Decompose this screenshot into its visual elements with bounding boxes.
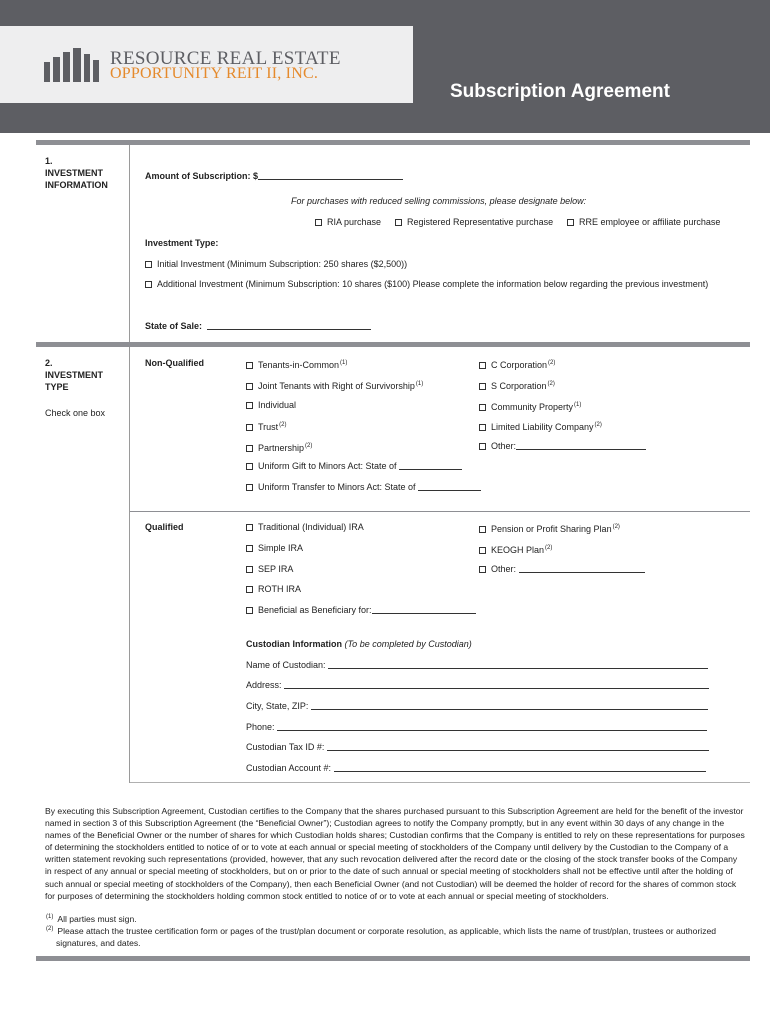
sep-ira-option[interactable]	[246, 564, 293, 575]
partnership-option[interactable]	[246, 441, 312, 454]
joint-tenants-option[interactable]	[246, 379, 423, 392]
option-label: C Corporation	[491, 360, 548, 370]
checkbox[interactable]	[479, 424, 486, 431]
checkbox[interactable]	[246, 586, 253, 593]
footnote-marker: (1)	[574, 402, 582, 408]
option-label: RRE employee or affiliate purchase	[579, 217, 721, 227]
section-number: 2.	[45, 358, 53, 368]
option-label: Joint Tenants with Right of Survivorship	[258, 381, 415, 391]
checkbox[interactable]	[479, 443, 486, 450]
footnote-marker: (2)	[548, 360, 556, 366]
custodian-name-row	[246, 660, 708, 671]
checkbox[interactable]	[246, 424, 253, 431]
llc-option[interactable]	[479, 420, 602, 433]
other-nonqualified-option[interactable]	[479, 441, 646, 452]
footnote-marker: (2)	[46, 926, 54, 932]
pension-plan-option[interactable]	[479, 522, 620, 535]
amount-field[interactable]	[258, 171, 403, 180]
option-label: SEP IRA	[258, 564, 294, 574]
community-property-option[interactable]	[479, 400, 581, 413]
option-label: S Corporation	[491, 381, 547, 391]
utma-option[interactable]	[246, 482, 481, 493]
checkbox[interactable]	[246, 463, 253, 470]
additional-investment-option[interactable]	[145, 279, 708, 290]
ugma-option[interactable]	[246, 461, 462, 472]
roth-ira-option[interactable]	[246, 584, 301, 595]
state-of-sale	[145, 321, 371, 332]
checkbox[interactable]	[567, 219, 574, 226]
check-one-instruction: Check one box	[45, 408, 106, 418]
option-label: Initial Investment (Minimum Subscription: 250 shares ($2,500))	[157, 259, 408, 269]
option-label: RIA purchase	[327, 217, 382, 227]
state-of-sale-label: State of Sale:	[145, 321, 203, 331]
keogh-plan-option[interactable]	[479, 543, 552, 556]
amount-label: Amount of Subscription: $	[145, 171, 258, 181]
checkbox[interactable]	[246, 566, 253, 573]
c-corporation-option[interactable]	[479, 358, 555, 371]
logo-text-line2: OPPORTUNITY REIT II, INC.	[110, 65, 319, 82]
option-label: Registered Representative purchase	[407, 217, 554, 227]
section2-heading	[45, 357, 103, 393]
non-qualified-label: Non-Qualified	[145, 358, 204, 368]
footnote-marker: (2)	[594, 422, 602, 428]
option-label: Simple IRA	[258, 543, 304, 553]
state-of-sale-field[interactable]	[207, 321, 371, 330]
subsection-divider	[130, 511, 750, 512]
checkbox[interactable]	[395, 219, 402, 226]
field-label: Custodian Account #:	[246, 763, 332, 773]
checkbox[interactable]	[246, 524, 253, 531]
footnote-marker: (2)	[612, 524, 620, 530]
option-label: Other:	[491, 441, 517, 451]
footnote-marker: (2)	[547, 381, 555, 387]
option-label: Other:	[491, 564, 517, 574]
checkbox[interactable]	[145, 261, 152, 268]
footnote-marker: (2)	[279, 422, 287, 428]
checkbox[interactable]	[246, 383, 253, 390]
footnote-marker: (2)	[305, 443, 313, 449]
checkbox[interactable]	[246, 545, 253, 552]
section-title-line: INVESTMENT	[45, 370, 104, 380]
column-divider	[129, 347, 130, 783]
bottom-divider	[36, 956, 750, 961]
option-label: Traditional (Individual) IRA	[258, 522, 364, 532]
option-label: Limited Liability Company	[491, 422, 594, 432]
utma-state-field[interactable]	[418, 482, 481, 491]
option-label: Uniform Gift to Minors Act: State of	[258, 461, 397, 471]
option-label: Beneficial as Beneficiary for:	[258, 605, 372, 615]
option-label: Trust	[258, 422, 279, 432]
footnote-2	[45, 923, 745, 949]
option-label: Pension or Profit Sharing Plan	[491, 524, 612, 534]
footnote-text: All parties must sign.	[57, 914, 137, 924]
checkbox[interactable]	[246, 362, 253, 369]
beneficial-beneficiary-option[interactable]	[246, 605, 476, 616]
option-label: Community Property	[491, 402, 574, 412]
checkbox[interactable]	[246, 402, 253, 409]
custodian-heading	[246, 639, 472, 650]
custodian-taxid-field[interactable]	[327, 742, 709, 751]
section-title-line: TYPE	[45, 382, 69, 392]
option-label: Partnership	[258, 443, 305, 453]
subsection-divider	[130, 782, 750, 783]
custodian-city-row	[246, 701, 708, 712]
field-label: Name of Custodian:	[246, 660, 326, 670]
checkbox[interactable]	[145, 281, 152, 288]
custodian-account-row	[246, 763, 706, 774]
s-corporation-option[interactable]	[479, 379, 555, 392]
other-qualified-option[interactable]	[479, 564, 645, 575]
other-qualified-field[interactable]	[519, 564, 645, 573]
checkbox[interactable]	[246, 445, 253, 452]
ugma-state-field[interactable]	[399, 461, 462, 470]
document-title: Subscription Agreement	[450, 81, 670, 102]
custodian-name-field[interactable]	[328, 660, 708, 669]
ria-purchase-option[interactable]	[315, 217, 381, 228]
investment-type-label: Investment Type:	[145, 238, 219, 248]
other-nonqualified-field[interactable]	[516, 441, 646, 450]
field-label: Custodian Tax ID #:	[246, 742, 325, 752]
footnote-marker: (1)	[46, 914, 54, 920]
option-label: Additional Investment (Minimum Subscription: 10 shares ($100) Please complete the information below regarding the previous investment)	[157, 279, 709, 289]
custodian-phone-row	[246, 722, 707, 733]
column-divider	[129, 145, 130, 342]
checkbox[interactable]	[479, 566, 486, 573]
option-label: Tenants-in-Common	[258, 360, 340, 370]
checkbox[interactable]	[246, 607, 253, 614]
traditional-ira-option[interactable]	[246, 522, 364, 533]
checkbox[interactable]	[479, 526, 486, 533]
reduced-commission-note: For purchases with reduced selling commissions, please designate below:	[291, 196, 587, 206]
option-label: KEOGH Plan	[491, 545, 545, 555]
beneficiary-field[interactable]	[372, 605, 476, 614]
field-label: Phone:	[246, 722, 275, 732]
custodian-city-field[interactable]	[311, 701, 708, 710]
simple-ira-option[interactable]	[246, 543, 303, 554]
amount-of-subscription	[145, 171, 403, 182]
checkbox[interactable]	[479, 383, 486, 390]
footnote-text: Please attach the trustee certification form or pages of the trust/plan document or corporate resolution, as applicable, which lists the name of trust/plan, trustees or authorized signatures, and dates.	[56, 926, 717, 949]
option-label: Individual	[258, 400, 297, 410]
logo-text-line1: RESOURCE REAL ESTATE	[110, 48, 341, 69]
tenants-in-common-option[interactable]	[246, 358, 347, 371]
checkbox[interactable]	[479, 547, 486, 554]
footnote-marker: (2)	[545, 545, 553, 551]
qualified-label: Qualified	[145, 522, 184, 532]
registered-rep-option[interactable]	[395, 217, 553, 228]
section-divider	[36, 342, 750, 347]
rre-employee-option[interactable]	[567, 217, 720, 228]
section1-heading	[45, 155, 108, 191]
section-number: 1.	[45, 156, 53, 166]
trust-option[interactable]	[246, 420, 287, 433]
section-title-line: INVESTMENT	[45, 168, 104, 178]
section-divider	[36, 140, 750, 145]
option-label: ROTH IRA	[258, 584, 302, 594]
custodian-note: (To be completed by Custodian)	[344, 639, 472, 649]
building-logo-icon	[44, 48, 102, 82]
checkbox[interactable]	[246, 484, 253, 491]
option-label: Uniform Transfer to Minors Act: State of	[258, 482, 416, 492]
custodian-address-row	[246, 680, 709, 691]
initial-investment-option[interactable]	[145, 259, 407, 270]
individual-option[interactable]	[246, 400, 296, 411]
custodian-certification: By executing this Subscription Agreement, Custodian certifies to the Company that the shares purchased pursuant to this Subscription Agreement are held for the benefit of the investor named in section 3 of this Subscription Agreement (the “Beneficial Owner”); Custodian agrees to notify the Company promptly, but in any event within 30 days of any change in the names of the Beneficial Owner or the number of shares for which Custodian holds shares; Custodian confirms that the Company is entitled to rely on these representations for purposes of determining the stockholders entitled to notice of or to vote at each annual or special meeting of stockholders of the Company until delivery by the Custodian to the Company of a written statement revoking such representations (provided, however, that any such revocation delivered after the record date or the closing of the stock transfer books of the Company in respect of any annual or special meeting of stockholders, but on or prior to the date of such annual or special meeting of stockholders shall not be effective until after the holding of such annual or special meeting of stockholders of the Company), then each Beneficial Owner (and not Custodian) will be deemed the holder of record for the shares of common stock for purposes of determining the stockholders holding common stock entitled to notice of or to vote at each annual or special meeting of stockholders.	[45, 806, 745, 901]
custodian-heading-text: Custodian Information	[246, 639, 342, 649]
custodian-taxid-row	[246, 742, 709, 753]
custodian-account-field[interactable]	[334, 763, 706, 772]
custodian-address-field[interactable]	[284, 680, 709, 689]
footnote-marker: (1)	[340, 360, 348, 366]
field-label: City, State, ZIP:	[246, 701, 309, 711]
checkbox[interactable]	[315, 219, 322, 226]
footnote-marker: (1)	[415, 381, 424, 387]
custodian-phone-field[interactable]	[277, 722, 707, 731]
checkbox[interactable]	[479, 404, 486, 411]
checkbox[interactable]	[479, 362, 486, 369]
section-title-line: INFORMATION	[45, 180, 108, 190]
field-label: Address:	[246, 680, 282, 690]
